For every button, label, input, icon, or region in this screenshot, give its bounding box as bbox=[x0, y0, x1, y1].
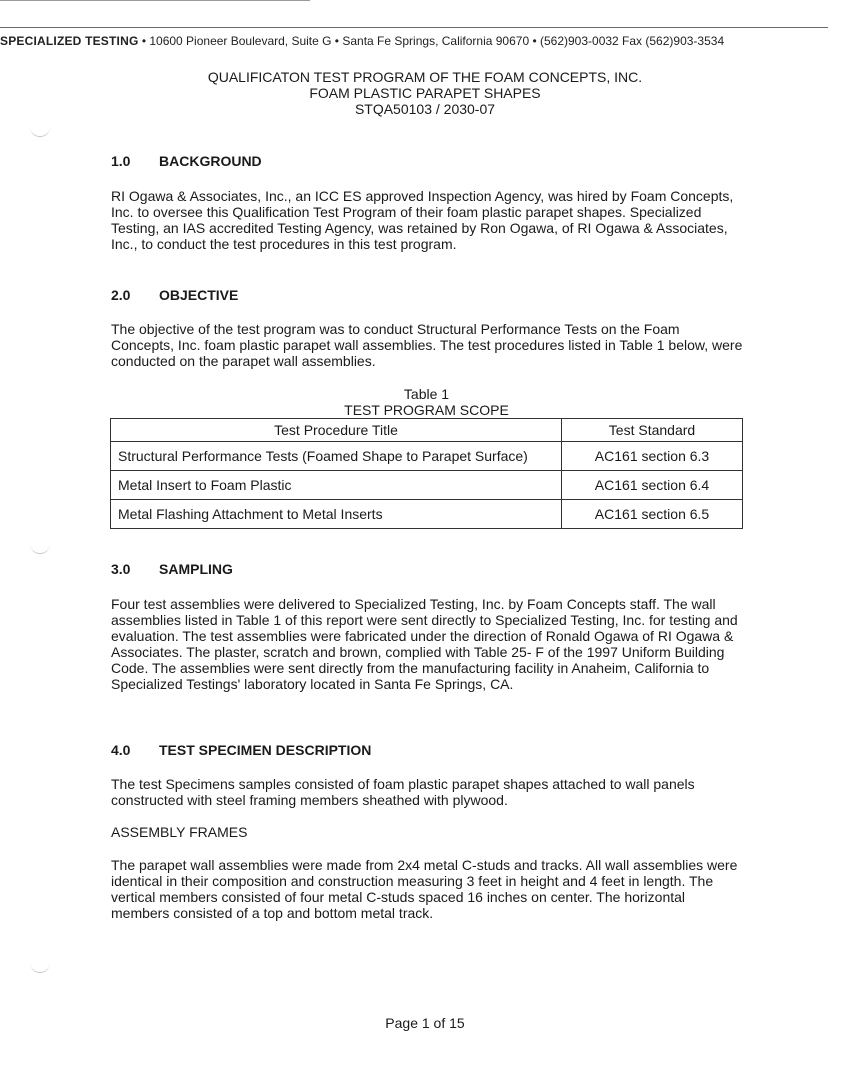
procedure-cell: Metal Flashing Attachment to Metal Inserts bbox=[111, 500, 562, 529]
section-number: 2.0 bbox=[111, 287, 131, 303]
table-row bbox=[111, 471, 743, 500]
section-heading-sampling bbox=[111, 561, 233, 577]
standard-cell: AC161 section 6.5 bbox=[562, 500, 743, 529]
section-number: 4.0 bbox=[111, 742, 131, 758]
punch-hole-mark bbox=[30, 962, 50, 973]
document-title bbox=[110, 69, 740, 117]
page-number: Page 1 of 15 bbox=[385, 1015, 465, 1031]
title-line-3: STQA50103 / 2030-07 bbox=[354, 101, 496, 117]
punch-hole-mark bbox=[30, 543, 50, 554]
table-row bbox=[111, 500, 743, 529]
specimen-paragraph: The test Specimens samples consisted of foam plastic parapet shapes attached to wall panels constructed with steel framing members sheathed with plywood. bbox=[111, 776, 695, 808]
column-header-procedure: Test Procedure Title bbox=[111, 419, 562, 442]
section-number: 1.0 bbox=[111, 153, 131, 169]
title-line-2: FOAM PLASTIC PARAPET SHAPES bbox=[309, 85, 541, 101]
company-address: • 10600 Pioneer Boulevard, Suite G • Santa Fe Springs, California 90670 • (562)903-0032 Fax (562)903-3534 bbox=[138, 34, 725, 48]
section-title: SAMPLING bbox=[159, 561, 233, 577]
company-name: SPECIALIZED TESTING bbox=[0, 34, 139, 48]
table-row bbox=[111, 442, 743, 471]
section-title: OBJECTIVE bbox=[159, 287, 239, 303]
letterhead bbox=[0, 34, 840, 48]
standard-cell: AC161 section 6.3 bbox=[562, 442, 743, 471]
section-number: 3.0 bbox=[111, 561, 131, 577]
test-program-scope-table bbox=[110, 418, 743, 529]
header-rule bbox=[0, 27, 828, 28]
assembly-frames-paragraph: The parapet wall assemblies were made from 2x4 metal C-studs and tracks. All wall assemblies were identical in their composition and construction measuring 3 feet in height and 4 feet in length. The vertical members consisted of four metal C-studs spaced 16 inches on center. The horizontal members consisted of a top and bottom metal track. bbox=[111, 857, 738, 921]
top-rule bbox=[0, 0, 310, 1]
background-paragraph: RI Ogawa & Associates, Inc., an ICC ES approved Inspection Agency, was hired by Foam Concepts, Inc. to oversee this Qualification Test Program of their foam plastic parapet shapes. Specialized Testing, an IAS accredited Testing Agency, was retained by Ron Ogawa, of RI Ogawa & Associates, Inc., to conduct the test procedures in this test program. bbox=[111, 188, 734, 252]
table-caption: Table 1 bbox=[403, 386, 450, 402]
assembly-frames-subheading: ASSEMBLY FRAMES bbox=[111, 824, 248, 840]
section-title: TEST SPECIMEN DESCRIPTION bbox=[159, 742, 372, 758]
table-header-row bbox=[111, 419, 743, 442]
objective-paragraph: The objective of the test program was to conduct Structural Performance Tests on the Foam Concepts, Inc. foam plastic parapet wall assemblies. The test procedures listed in Table 1 below, were conducted on the parapet wall assemblies. bbox=[111, 321, 743, 369]
section-title: BACKGROUND bbox=[159, 153, 262, 169]
standard-cell: AC161 section 6.4 bbox=[562, 471, 743, 500]
procedure-cell: Structural Performance Tests (Foamed Shape to Parapet Surface) bbox=[111, 442, 562, 471]
table-title: TEST PROGRAM SCOPE bbox=[344, 402, 509, 418]
column-header-standard: Test Standard bbox=[562, 419, 743, 442]
section-heading-objective bbox=[111, 287, 238, 303]
punch-hole-mark bbox=[30, 126, 50, 137]
section-heading-specimen bbox=[111, 742, 371, 758]
sampling-paragraph: Four test assemblies were delivered to Specialized Testing, Inc. by Foam Concepts staff. The wall assemblies listed in Table 1 of this report were sent directly to Specialized Testing, Inc. for testing and evaluation. The test assemblies were fabricated under the direction of Ronald Ogawa of RI Ogawa & Associates. The plaster, scratch and brown, complied with Table 25- F of the 1997 Uniform Building Code. The assemblies were sent directly from the manufacturing facility in Anaheim, California to Specialized Testings' laboratory located in Santa Fe Springs, CA. bbox=[111, 596, 738, 692]
section-heading-background bbox=[111, 153, 262, 169]
procedure-cell: Metal Insert to Foam Plastic bbox=[111, 471, 562, 500]
title-line-1: QUALIFICATON TEST PROGRAM OF THE FOAM CONCEPTS, INC. bbox=[207, 69, 643, 85]
